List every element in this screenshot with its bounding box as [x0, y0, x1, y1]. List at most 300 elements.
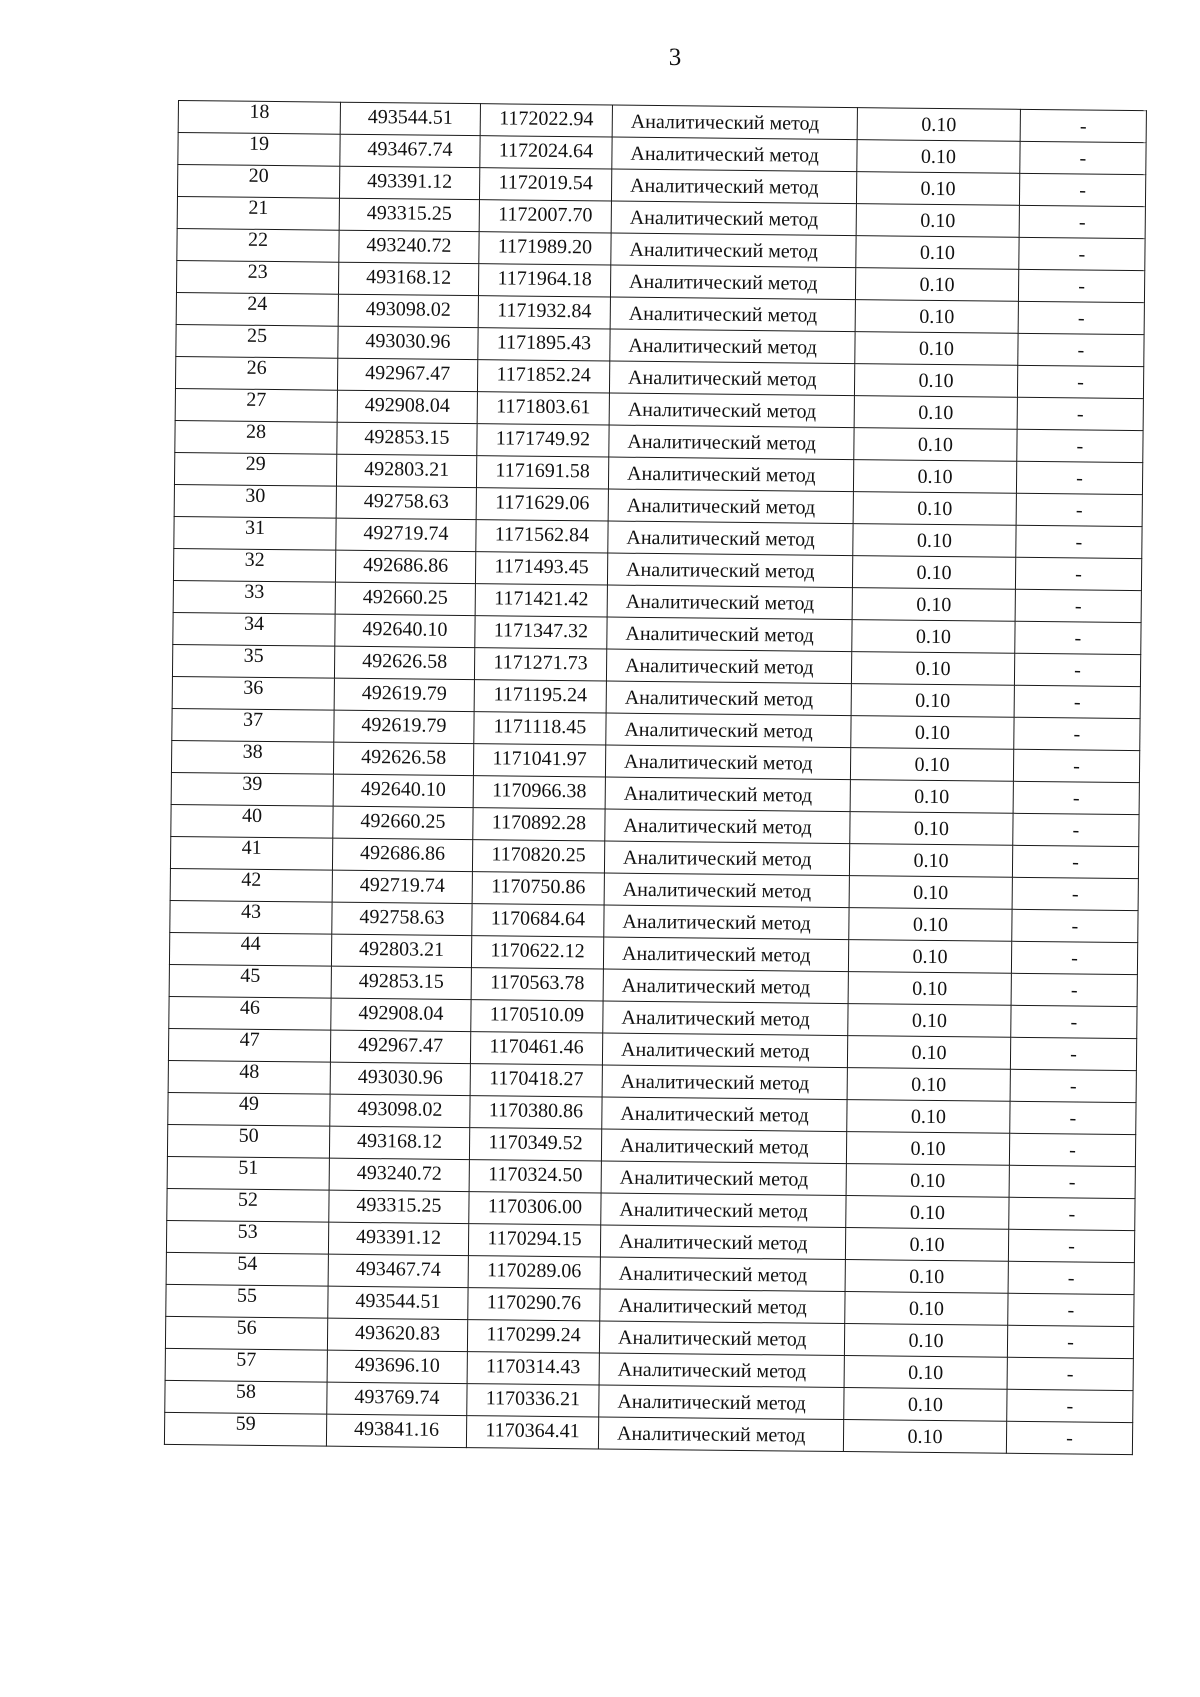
y-coordinate-cell-text: 1170314.43	[486, 1354, 581, 1378]
y-coordinate-cell-text: 1171691.58	[495, 458, 590, 482]
description-cell	[1016, 493, 1142, 526]
method-cell	[612, 105, 857, 140]
accuracy-cell-text: 0.10	[917, 497, 953, 520]
y-coordinate-cell-text: 1171562.84	[494, 522, 590, 546]
y-coordinate-cell-text: 1171932.84	[497, 298, 592, 322]
y-coordinate-cell-text: 1170820.25	[491, 842, 586, 866]
accuracy-cell-text: 0.10	[908, 1297, 945, 1320]
x-coordinate-cell-text: 492719.74	[359, 873, 445, 897]
point-number-cell	[173, 612, 335, 646]
method-cell	[608, 457, 853, 492]
description-cell-text: -	[1071, 882, 1079, 905]
accuracy-cell	[854, 428, 1017, 462]
description-cell-text: -	[1068, 1234, 1075, 1257]
y-coordinate-cell-text: 1170750.86	[491, 874, 586, 898]
accuracy-cell	[856, 204, 1019, 238]
accuracy-cell	[851, 684, 1014, 718]
accuracy-cell	[851, 716, 1014, 750]
accuracy-cell-text: 0.10	[913, 817, 950, 840]
description-cell	[1007, 1357, 1133, 1390]
method-cell-text: Аналитический метод	[622, 878, 812, 903]
accuracy-cell	[854, 364, 1017, 398]
method-cell	[606, 713, 851, 748]
x-coordinate-cell-text: 492803.21	[359, 937, 445, 961]
description-cell	[1019, 237, 1145, 270]
description-cell	[1020, 109, 1146, 142]
accuracy-cell-text: 0.10	[911, 1073, 947, 1096]
y-coordinate-cell	[471, 936, 603, 969]
method-cell-text: Аналитический метод	[618, 1230, 808, 1255]
description-cell	[1013, 781, 1139, 814]
description-cell	[1018, 269, 1144, 302]
point-number-cell	[177, 196, 339, 230]
x-coordinate-cell	[328, 1286, 468, 1319]
method-cell-text: Аналитический метод	[628, 366, 817, 391]
description-cell	[1017, 365, 1143, 398]
accuracy-cell-text: 0.10	[918, 369, 954, 392]
y-coordinate-cell	[475, 584, 607, 617]
description-cell	[1016, 525, 1142, 558]
description-cell-text: -	[1074, 626, 1082, 649]
y-coordinate-cell	[467, 1320, 599, 1353]
method-cell-text: Аналитический метод	[627, 430, 816, 455]
description-cell-text: -	[1069, 1138, 1076, 1161]
y-coordinate-cell-text: 1170461.46	[489, 1034, 584, 1058]
accuracy-cell-text: 0.10	[918, 401, 954, 424]
description-cell	[1013, 749, 1139, 782]
x-coordinate-cell-text: 492758.63	[359, 905, 445, 929]
x-coordinate-cell-text: 493098.02	[365, 297, 451, 321]
point-number-cell-text: 30	[245, 484, 266, 507]
y-coordinate-cell-text: 1172019.54	[498, 170, 593, 194]
accuracy-cell-text: 0.10	[912, 913, 949, 936]
y-coordinate-cell	[470, 1032, 602, 1065]
method-cell-text: Аналитический метод	[629, 238, 818, 263]
method-cell-text: Аналитический метод	[624, 718, 813, 743]
y-coordinate-cell-text: 1170418.27	[489, 1066, 584, 1090]
x-coordinate-cell-text: 492619.79	[361, 681, 447, 705]
point-number-cell	[172, 676, 334, 710]
method-cell	[609, 425, 854, 460]
accuracy-cell-text: 0.10	[914, 753, 950, 776]
method-cell-text: Аналитический метод	[621, 1006, 810, 1031]
point-number-cell	[169, 964, 331, 998]
accuracy-cell	[851, 652, 1014, 686]
description-cell-text: -	[1078, 210, 1086, 234]
x-coordinate-cell-text: 492908.04	[358, 1001, 444, 1025]
accuracy-cell-text: 0.10	[920, 177, 956, 200]
description-cell	[1010, 1069, 1136, 1102]
x-coordinate-cell-text: 493467.74	[367, 137, 453, 161]
accuracy-cell	[845, 1260, 1008, 1294]
y-coordinate-cell	[480, 136, 612, 169]
x-coordinate-cell	[338, 326, 478, 359]
description-cell-text: -	[1074, 658, 1082, 681]
x-coordinate-cell	[339, 198, 479, 231]
point-number-cell-text: 27	[246, 388, 267, 411]
method-cell	[611, 169, 856, 204]
accuracy-cell	[848, 940, 1011, 974]
point-number-cell-text: 53	[237, 1220, 258, 1243]
description-cell-text: -	[1072, 818, 1080, 841]
point-number-cell	[170, 836, 332, 870]
accuracy-cell-text: 0.10	[910, 1137, 946, 1160]
accuracy-cell-text: 0.10	[918, 337, 955, 360]
method-cell-text: Аналитический метод	[617, 1358, 807, 1383]
x-coordinate-cell	[335, 582, 475, 615]
x-coordinate-cell-text: 493240.72	[356, 1161, 442, 1185]
method-cell	[605, 809, 850, 844]
point-number-cell-text: 38	[242, 740, 263, 763]
method-cell-text: Аналитический метод	[626, 526, 815, 551]
y-coordinate-cell-text: 1171964.18	[497, 266, 592, 290]
point-number-cell-text: 19	[248, 132, 270, 155]
method-cell	[601, 1129, 846, 1164]
x-coordinate-cell	[334, 646, 474, 679]
y-coordinate-cell	[479, 168, 611, 201]
x-coordinate-cell	[327, 1382, 467, 1415]
method-cell	[602, 1033, 847, 1068]
point-number-cell	[174, 452, 336, 486]
accuracy-cell-text: 0.10	[916, 529, 953, 552]
method-cell-text: Аналитический метод	[629, 206, 819, 231]
description-cell-text: -	[1077, 338, 1085, 362]
point-number-cell	[178, 133, 340, 167]
accuracy-cell	[846, 1196, 1009, 1230]
description-cell	[1007, 1389, 1133, 1422]
description-cell	[1018, 301, 1144, 334]
x-coordinate-cell	[326, 1414, 466, 1447]
x-coordinate-cell	[338, 294, 478, 327]
point-number-cell-text: 48	[239, 1060, 260, 1083]
x-coordinate-cell	[332, 838, 472, 871]
accuracy-cell	[849, 844, 1012, 878]
description-cell	[1014, 717, 1140, 750]
accuracy-cell-text: 0.10	[909, 1233, 945, 1256]
y-coordinate-cell	[467, 1352, 599, 1385]
description-cell-text: -	[1075, 562, 1083, 585]
x-coordinate-cell-text: 492660.25	[360, 809, 446, 833]
y-coordinate-cell	[466, 1416, 598, 1449]
accuracy-cell-text: 0.10	[914, 721, 951, 744]
method-cell-text: Аналитический метод	[628, 334, 817, 359]
point-number-cell-text: 34	[243, 612, 265, 635]
y-coordinate-cell-text: 1170563.78	[490, 970, 585, 994]
description-cell	[1010, 1101, 1136, 1134]
y-coordinate-cell	[469, 1128, 601, 1161]
x-coordinate-cell-text: 492686.86	[360, 841, 446, 865]
x-coordinate-cell	[338, 262, 478, 295]
point-number-cell	[165, 1316, 327, 1350]
point-number-cell-text: 18	[249, 100, 270, 123]
method-cell-text: Аналитический метод	[622, 910, 811, 935]
method-cell	[600, 1289, 845, 1324]
accuracy-cell-text: 0.10	[913, 849, 949, 872]
y-coordinate-cell	[472, 904, 604, 937]
point-number-cell	[170, 868, 332, 902]
point-number-cell	[172, 708, 334, 742]
description-cell-text: -	[1071, 946, 1079, 969]
point-number-cell-text: 51	[238, 1156, 259, 1179]
y-coordinate-cell-text: 1171852.24	[496, 362, 591, 386]
point-number-cell	[172, 644, 334, 678]
x-coordinate-cell-text: 492908.04	[364, 393, 450, 417]
point-number-cell-text: 58	[235, 1380, 257, 1403]
y-coordinate-cell	[469, 1160, 601, 1193]
x-coordinate-cell-text: 493030.96	[357, 1065, 443, 1089]
description-cell	[1016, 461, 1142, 494]
point-number-cell-text: 31	[244, 516, 266, 539]
x-coordinate-cell-text: 492853.15	[358, 969, 444, 993]
x-coordinate-cell	[337, 390, 477, 423]
y-coordinate-cell-text: 1170380.86	[488, 1098, 584, 1122]
y-coordinate-cell-text: 1170349.52	[488, 1130, 583, 1154]
accuracy-cell	[847, 1068, 1010, 1102]
accuracy-cell	[854, 396, 1017, 430]
x-coordinate-cell	[339, 230, 479, 263]
method-cell	[604, 873, 849, 908]
point-number-cell	[176, 324, 338, 358]
point-number-cell-text: 59	[235, 1412, 256, 1435]
method-cell-text: Аналитический метод	[619, 1166, 809, 1191]
point-number-cell-text: 52	[237, 1188, 259, 1211]
description-cell-text: -	[1078, 242, 1086, 266]
y-coordinate-cell-text: 1171347.32	[493, 618, 589, 642]
accuracy-cell-text: 0.10	[915, 657, 951, 680]
x-coordinate-cell	[339, 166, 479, 199]
description-cell	[1017, 429, 1143, 462]
x-coordinate-cell	[337, 358, 477, 391]
y-coordinate-cell-text: 1170294.15	[487, 1226, 582, 1250]
y-coordinate-cell	[472, 872, 604, 905]
accuracy-cell	[848, 1004, 1011, 1038]
y-coordinate-cell-text: 1170966.38	[492, 778, 587, 802]
point-number-cell	[171, 772, 333, 806]
method-cell	[607, 585, 852, 620]
y-coordinate-cell-text: 1170306.00	[487, 1194, 583, 1218]
point-number-cell-text: 21	[248, 196, 269, 219]
method-cell-text: Аналитический метод	[629, 270, 818, 295]
method-cell	[607, 553, 852, 588]
point-number-cell	[168, 1060, 330, 1094]
x-coordinate-cell	[333, 806, 473, 839]
method-cell-text: Аналитический метод	[623, 814, 812, 839]
method-cell	[606, 649, 851, 684]
x-coordinate-cell	[328, 1254, 468, 1287]
method-cell	[602, 1097, 847, 1132]
y-coordinate-cell-text: 1171271.73	[493, 650, 588, 674]
method-cell	[611, 201, 856, 236]
description-cell-text: -	[1073, 690, 1081, 713]
accuracy-cell-text: 0.10	[915, 625, 952, 648]
y-coordinate-cell-text: 1170324.50	[488, 1162, 583, 1186]
point-number-cell	[167, 1156, 329, 1190]
point-number-cell	[166, 1252, 328, 1286]
x-coordinate-cell	[335, 550, 475, 583]
x-coordinate-cell	[335, 614, 475, 647]
x-coordinate-cell-text: 492803.21	[364, 457, 450, 481]
y-coordinate-cell-text: 1171118.45	[493, 714, 587, 738]
point-number-cell	[176, 292, 338, 326]
description-cell-text: -	[1068, 1202, 1076, 1225]
accuracy-cell	[856, 236, 1019, 270]
point-number-cell-text: 45	[240, 964, 261, 987]
point-number-cell-text: 37	[242, 708, 264, 731]
accuracy-cell-text: 0.10	[912, 977, 948, 1000]
point-number-cell	[176, 260, 338, 294]
method-cell	[603, 937, 848, 972]
accuracy-cell-text: 0.10	[910, 1169, 946, 1192]
accuracy-cell	[855, 332, 1018, 366]
description-cell	[1014, 653, 1140, 686]
x-coordinate-cell-text: 492853.15	[364, 425, 450, 449]
accuracy-cell-text: 0.10	[911, 1041, 947, 1064]
point-number-cell-text: 54	[237, 1252, 258, 1275]
description-cell-text: -	[1076, 466, 1084, 489]
point-number-cell	[175, 420, 337, 454]
description-cell-text: -	[1067, 1266, 1075, 1289]
x-coordinate-cell-text: 493544.51	[355, 1289, 441, 1313]
point-number-cell-text: 46	[239, 996, 261, 1019]
accuracy-cell-text: 0.10	[920, 145, 957, 168]
x-coordinate-cell	[334, 678, 474, 711]
accuracy-cell	[847, 1036, 1010, 1070]
description-cell	[1008, 1229, 1134, 1262]
point-number-cell-text: 28	[245, 420, 267, 443]
accuracy-cell	[857, 108, 1020, 142]
x-coordinate-cell-text: 492967.47	[358, 1033, 444, 1057]
y-coordinate-cell-text: 1170364.41	[485, 1418, 580, 1442]
y-coordinate-cell-text: 1170684.64	[490, 906, 586, 930]
method-cell	[606, 681, 851, 716]
method-cell-text: Аналитический метод	[620, 1070, 810, 1095]
accuracy-cell-text: 0.10	[919, 241, 956, 264]
y-coordinate-cell	[473, 744, 605, 777]
method-cell	[605, 745, 850, 780]
description-cell	[1018, 333, 1144, 366]
y-coordinate-cell-text: 1171895.43	[496, 330, 592, 354]
x-coordinate-cell-text: 493168.12	[356, 1129, 443, 1153]
x-coordinate-cell	[336, 486, 476, 519]
accuracy-cell-text: 0.10	[917, 465, 953, 488]
method-cell	[602, 1065, 847, 1100]
y-coordinate-cell	[474, 712, 606, 745]
x-coordinate-cell	[327, 1350, 467, 1383]
accuracy-cell-text: 0.10	[907, 1425, 943, 1448]
point-number-cell	[169, 996, 331, 1030]
accuracy-cell	[845, 1228, 1008, 1262]
method-cell	[603, 1001, 848, 1036]
description-cell-text: -	[1074, 594, 1082, 617]
accuracy-cell	[846, 1164, 1009, 1198]
accuracy-cell-text: 0.10	[909, 1201, 946, 1224]
description-cell-text: -	[1076, 402, 1084, 425]
method-cell-text: Аналитический метод	[623, 750, 813, 775]
accuracy-cell-text: 0.10	[920, 209, 956, 232]
y-coordinate-cell-text: 1171749.92	[495, 426, 591, 450]
description-cell-text: -	[1077, 306, 1085, 330]
point-number-cell-text: 42	[241, 868, 262, 891]
x-coordinate-cell-text: 492626.58	[361, 745, 447, 769]
description-cell-text: -	[1073, 722, 1081, 745]
description-cell	[1013, 813, 1139, 846]
accuracy-cell-text: 0.10	[913, 881, 949, 904]
x-coordinate-cell-text: 493391.12	[367, 169, 453, 193]
description-cell	[1015, 589, 1141, 622]
method-cell-text: Аналитический метод	[627, 398, 817, 423]
x-coordinate-cell	[329, 1126, 469, 1159]
point-number-cell	[173, 580, 335, 614]
x-coordinate-cell	[331, 966, 471, 999]
table-body	[164, 101, 1146, 1455]
x-coordinate-cell	[332, 902, 472, 935]
y-coordinate-cell	[471, 968, 603, 1001]
accuracy-cell-text: 0.10	[917, 433, 954, 456]
y-coordinate-cell	[474, 680, 606, 713]
description-cell-text: -	[1071, 914, 1079, 937]
point-number-cell-text: 29	[245, 452, 266, 475]
point-number-cell-text: 57	[236, 1348, 257, 1371]
accuracy-cell-text: 0.10	[908, 1329, 944, 1352]
y-coordinate-cell	[477, 424, 609, 457]
point-number-cell	[164, 1412, 326, 1446]
accuracy-cell-text: 0.10	[916, 561, 952, 584]
description-cell-text: -	[1067, 1330, 1074, 1353]
accuracy-cell	[844, 1324, 1007, 1358]
accuracy-cell-text: 0.10	[921, 113, 957, 136]
y-coordinate-cell-text: 1170299.24	[486, 1322, 581, 1346]
point-number-cell	[175, 356, 337, 390]
description-cell-text: -	[1078, 274, 1086, 298]
description-cell-text: -	[1075, 530, 1083, 553]
accuracy-cell	[850, 812, 1013, 846]
description-cell	[1010, 1037, 1136, 1070]
x-coordinate-cell	[340, 134, 480, 167]
method-cell-text: Аналитический метод	[627, 462, 816, 487]
x-coordinate-cell	[336, 518, 476, 551]
y-coordinate-cell	[474, 648, 606, 681]
accuracy-cell-text: 0.10	[919, 273, 955, 296]
point-number-cell	[166, 1220, 328, 1254]
point-number-cell-text: 32	[244, 548, 265, 571]
method-cell	[612, 137, 857, 172]
accuracy-cell	[852, 588, 1015, 622]
x-coordinate-cell	[337, 422, 477, 455]
method-cell-text: Аналитический метод	[630, 110, 820, 135]
x-coordinate-cell-text: 492686.86	[363, 553, 449, 577]
method-cell-text: Аналитический метод	[617, 1390, 806, 1415]
description-cell-text: -	[1077, 370, 1085, 394]
y-coordinate-cell	[473, 808, 605, 841]
method-cell	[599, 1353, 844, 1388]
point-number-cell-text: 49	[238, 1092, 260, 1115]
method-cell-text: Аналитический метод	[628, 302, 818, 327]
y-coordinate-cell	[478, 296, 610, 329]
method-cell	[604, 841, 849, 876]
y-coordinate-cell	[468, 1224, 600, 1257]
x-coordinate-cell	[329, 1158, 469, 1191]
description-cell	[1020, 141, 1146, 174]
x-coordinate-cell	[331, 934, 471, 967]
method-cell-text: Аналитический метод	[617, 1326, 807, 1351]
accuracy-cell	[853, 492, 1016, 526]
accuracy-cell-text: 0.10	[911, 1009, 948, 1032]
method-cell-text: Аналитический метод	[623, 782, 813, 807]
point-number-cell-text: 50	[238, 1124, 259, 1147]
method-cell-text: Аналитический метод	[625, 590, 815, 615]
accuracy-cell-text: 0.10	[908, 1361, 944, 1384]
accuracy-cell	[857, 140, 1020, 174]
